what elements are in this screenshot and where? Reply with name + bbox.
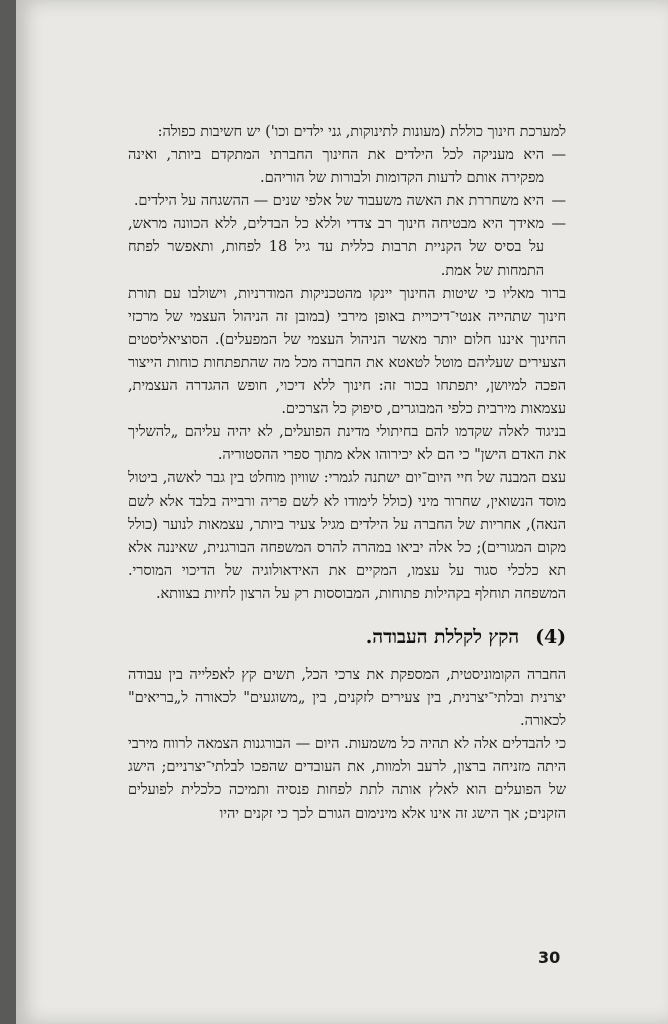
book-page bbox=[16, 0, 668, 1024]
bullet-text: היא מעניקה לכל הילדים את החינוך החברתי המתקדם ביותר, ואינה מפקירה אותם לדעות הקדומות ולבורות של הוריהם. bbox=[128, 146, 544, 187]
intro-paragraph: למערכת חינוך כוללת (מעונות לתינוקות, גני ילדים וכו') יש חשיבות כפולה: bbox=[157, 123, 566, 140]
bullet-text: מאידך היא מבטיחה חינוך רב צדדי וללא כל הבדלים, ללא הכוונה מראש, על בסיס של הקניית תרבות כללית עד גיל 18 לפחות, ותאפשר לפתח התמחות של אמת. bbox=[128, 215, 544, 279]
page-text bbox=[128, 120, 566, 825]
bullet-item bbox=[128, 212, 566, 281]
bullet-item bbox=[128, 189, 566, 212]
body-paragraph: ברור מאליו כי שיטות החינוך יינקו מהטכניקות המודרניות, וישולבו עם תורת חינוך שתהייה אנטי־דיכויית באופן מירבי (במובן זה הניהול העצמי של מרכזי החינוך איננו חלום יותר מאשר הניהול העצמי של המפעלים). הסוציאליסטים הצעירים שעליהם מוטל לטאטא את החברה מכל מה שהתפתחות כוחות הייצור הפכה למיושן, יתפתחו בכור זה: חינוך ללא דיכוי, חופש ההגדרה העצמית, עצמאות מירבית כלפי המבוגרים, סיפוק כל הצרכים. bbox=[128, 284, 566, 418]
section-title: הקץ לקללת העבודה. bbox=[365, 625, 520, 648]
bullet-text: היא משחררת את האשה משעבוד של אלפי שנים — ההשגחה על הילדים. bbox=[133, 192, 544, 210]
page-number: 30 bbox=[538, 948, 561, 967]
section-number: (4) bbox=[535, 625, 566, 648]
bullet-dash: — bbox=[551, 192, 566, 210]
body-paragraph: בניגוד לאלה שקדמו להם בחיתולי מדינת הפועלים, לא יהיה עליהם „להשליך את האדם הישן" כי הם לא יכירוהו אלא מתוך ספרי ההסטוריה. bbox=[128, 423, 566, 464]
body-paragraph: כי להבדלים אלה לא תהיה כל משמעות. היום — הבורגנות הצמאה לרווח מירבי היתה מזניחה ברצון, לרעב ולמוות, את העובדים שהפכו לבלתי־יצרניים; הישג של הפועלים הוא לאלץ אותה לתת לפחות פנסיה ותמיכה כלכלית לפועלים הזקנים; אך הישג זה אינו אלא מינימום הגורם לכך כי זקנים יהיו bbox=[128, 735, 566, 822]
bullet-dash: — bbox=[551, 215, 566, 233]
body-paragraph: החברה הקומוניסטית, המספקת את צרכי הכל, תשים קץ לאפלייה בין עבודה יצרנית ובלתי־יצרנית, בין צעירים לזקנים, בין „משוגעים" לכאורה ל„בריאים" לכאורה. bbox=[128, 665, 566, 730]
section-heading bbox=[128, 623, 566, 651]
body-paragraph: עצם המבנה של חיי היום־יום ישתנה לגמרי: שוויון מוחלט בין גבר לאשה, ביטול מוסד הנשואין, שחרור מיני (כולל לימודו לא לשם פריה ורבייה בלבד אלא לשם הנאה), אחריות של החברה על הילדים מגיל צעיר ביותר, עצמאות לנוער (כולל מקום המגורים); כל אלה יביאו במהרה להרס המשפחה הבורגנית, שאיננה אלא תא כלכלי סגור על עצמו, המקיים את האידאולוגיה של הדיכוי המוסרי. המשפחה תוחלף בקהילות פתוחות, המבוססות רק על הרצון לחיות בצוותא. bbox=[128, 469, 566, 602]
bullet-item bbox=[128, 143, 566, 189]
bullet-dash: — bbox=[551, 146, 566, 164]
